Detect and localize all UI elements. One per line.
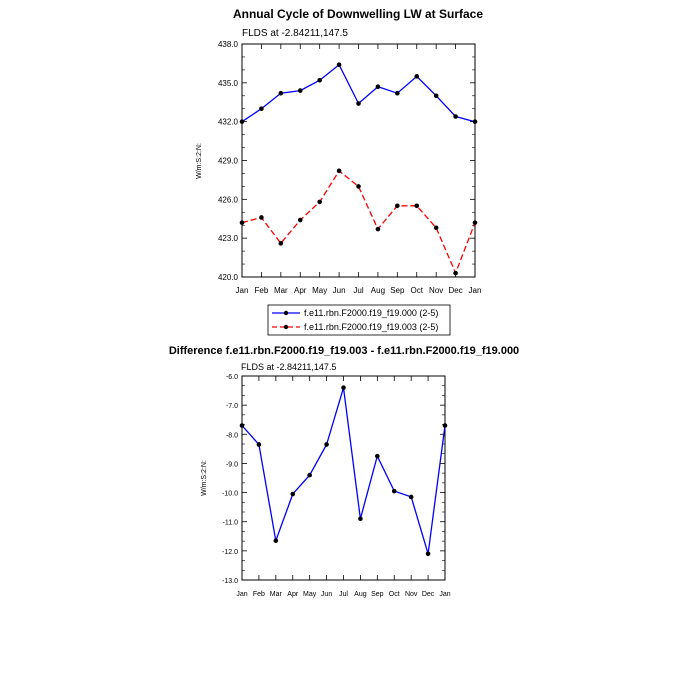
top-ytick-label: 429.0 [217,156,238,166]
top-xtick-label: Nov [429,286,444,295]
top-series-1-point [317,200,322,205]
top-ytick-label: 420.0 [217,273,238,282]
bottom-xtick-label: Mar [269,591,282,598]
top-xtick-label: Jun [332,286,346,295]
top-series-0-point [453,114,458,119]
bottom-xtick-label: Oct [388,591,400,598]
bottom-series-0-point [240,423,245,428]
top-series-1-point [279,241,284,246]
top-ytick-label: 438.0 [217,40,238,49]
bottom-ytick-label: -11.0 [222,519,238,527]
top-series-0-point [473,119,478,124]
chart-bottom-ylabel: W/m:S:2:N: [201,460,208,496]
top-series-1-point [414,204,419,209]
bottom-xtick-label: Jan [439,591,451,598]
chart-top-ylabel: W/m:S:2:N: [196,143,203,179]
top-series-1-point [337,169,342,174]
top-series-0-point [317,78,322,83]
top-series-0-point [356,101,361,106]
legend-label-0: f.e11.rbn.F2000.f19_f19.000 (2-5) [304,308,439,318]
legend-marker-0 [284,311,288,315]
top-series-0-point [376,84,381,89]
chart-bottom-title: Difference f.e11.rbn.F2000.f19_f19.003 - f.e11.rbn.F2000.f19_f19.000 [168,345,520,357]
top-xtick-label: Oct [410,286,423,295]
bottom-series-line-0 [242,388,445,554]
top-xtick-label: Feb [254,286,269,295]
bottom-series-0-point [290,492,295,497]
bottom-ytick-label: -7.0 [225,403,238,411]
chart-top-subtitle: FLDS at -2.84211,147.5 [242,28,348,39]
bottom-ytick-label: -13.0 [222,578,238,585]
top-series-0-point [434,93,439,98]
top-xtick-label: Jan [468,286,482,295]
top-series-1-point [259,215,264,220]
top-series-0-point [240,119,245,124]
bottom-xtick-label: Nov [404,591,418,598]
top-ytick-label: 435.0 [217,78,238,88]
bottom-series-0-point [392,489,397,494]
bottom-series-0-point [274,538,279,543]
bottom-xtick-label: Dec [421,591,435,598]
top-xtick-label: Dec [448,286,463,295]
chart-top [196,7,483,335]
top-series-line-0 [242,65,475,122]
top-series-1-point [473,220,478,225]
legend-label-1: f.e11.rbn.F2000.f19_f19.003 (2-5) [304,322,439,332]
bottom-xtick-label: Jan [236,591,248,598]
top-series-1-point [453,271,458,276]
bottom-ytick-label: -8.0 [225,432,238,440]
chart-top-plot [218,40,481,295]
legend-marker-1 [284,325,288,329]
top-ytick-label: 432.0 [217,117,238,127]
chart-bottom-plot [222,374,451,598]
top-series-1-point [395,204,400,209]
bottom-ytick-label: -10.0 [222,490,238,498]
top-series-1-point [298,218,303,223]
top-series-0-point [414,74,419,79]
top-series-1-point [240,220,245,225]
top-xtick-label: Sep [390,286,405,295]
bottom-ytick-label: -6.0 [225,374,238,381]
bottom-ytick-label: -9.0 [225,461,238,469]
top-series-1-point [356,184,361,189]
chart-top-title: Annual Cycle of Downwelling LW at Surface [232,7,484,21]
top-series-0-point [259,106,264,111]
top-ytick-label: 423.0 [217,234,238,244]
bottom-xtick-label: Aug [354,591,367,598]
bottom-series-0-point [257,442,262,447]
bottom-xtick-label: Jun [320,591,333,598]
chart-bottom-subtitle: FLDS at -2.84211,147.5 [241,362,337,372]
chart-bottom [169,345,519,598]
chart-top-legend [268,305,450,335]
top-series-0-point [279,91,284,96]
bottom-series-0-point [307,473,312,478]
top-series-1-point [434,226,439,231]
top-series-0-point [298,88,303,93]
bottom-series-0-point [443,423,448,428]
bottom-series-0-point [358,517,363,522]
bottom-series-0-point [375,454,380,459]
top-xtick-label: Apr [294,286,307,295]
bottom-plot-frame [242,376,445,580]
top-xtick-label: Aug [370,286,386,295]
top-series-0-point [395,91,400,96]
top-ytick-label: 426.0 [217,195,238,205]
bottom-series-0-point [426,551,431,556]
bottom-series-0-point [341,385,346,390]
bottom-xtick-label: Sep [371,591,384,598]
top-xtick-label: May [312,286,328,295]
top-series-0-point [337,62,342,67]
top-plot-frame [242,44,475,277]
top-xtick-label: Jul [353,286,364,295]
top-series-1-point [376,227,381,232]
bottom-ytick-label: -12.0 [222,548,238,556]
top-xtick-label: Jan [235,286,249,295]
bottom-xtick-label: Jul [339,591,348,598]
top-xtick-label: Mar [273,286,288,295]
bottom-xtick-label: May [303,591,317,598]
bottom-xtick-label: Apr [287,591,299,598]
bottom-series-0-point [324,442,329,447]
bottom-series-0-point [409,495,414,500]
bottom-xtick-label: Feb [252,591,265,598]
